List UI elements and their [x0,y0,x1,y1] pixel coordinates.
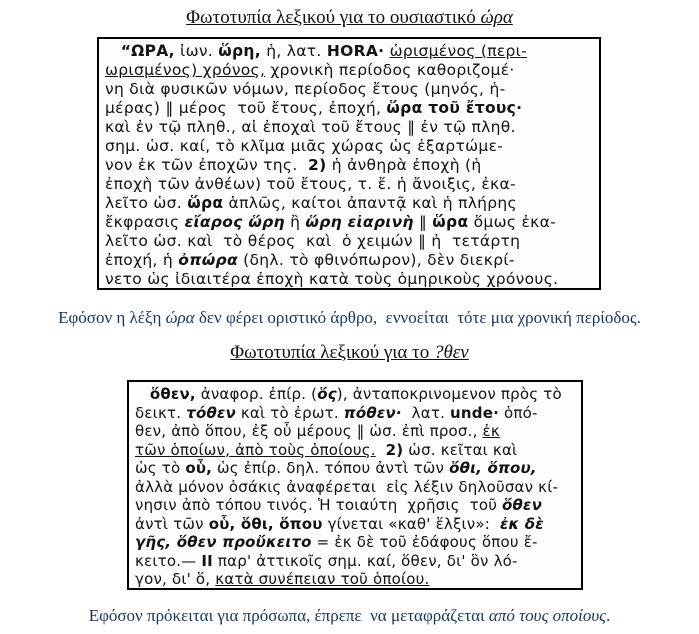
page-title-hora [186,7,513,29]
text-segment: ἐποχὴ τῶν ἀνθέων) τοῦ ἔτους, τ. ἔ. ἡ ἄνοιξις, ἐκα- [105,175,516,193]
text-segment: ἡ ἀνθηρὰ ἐποχὴ (ἡ [326,156,482,174]
text-segment: λεῖτο ὡσ. [105,194,188,212]
text-segment: unde· [450,403,499,422]
dictionary-line [105,156,594,175]
text-segment: δεικτ. [135,403,187,422]
text-segment [135,385,150,403]
text-segment: ὡς τὸ [135,459,186,477]
dictionary-line [135,496,577,515]
text-segment: ἐκ δὲ [499,514,544,533]
dictionary-line [105,175,594,194]
dictionary-scan-othen [127,380,583,590]
text-segment: ἐκ [482,422,500,440]
dictionary-line [135,478,577,497]
text-segment: = ἐκ δὲ τοῦ ἐδάφους ὅπου ἔ- [311,533,538,551]
text-segment [376,441,386,459]
dictionary-line [135,459,577,478]
dictionary-line [105,61,594,80]
text-segment: ἀλλὰ μόνον ὁσάκις ἀναφέρεται εἰς λέξιν δηλοῦσαν κί- [135,477,559,496]
text-segment: παρ' ἀττικοῖς σημ. καί, ὅθεν, δι' ὃν λό- [212,551,518,570]
text-segment: ἐποχή, ἡ [105,251,179,269]
text-segment: ὥρη εἰαρινὴ [305,213,414,231]
dictionary-line [105,251,594,270]
text-segment: ὡς ἐπίρ. δηλ. τόπου ἀντὶ τῶν [212,459,450,477]
text-segment: ὥρα [432,213,469,231]
text-segment: ώρα [480,7,513,28]
text-segment: γῆς, ὅθεν προὔκειτο [135,533,312,551]
text-segment: θεν, ἀπὸ ὅπου, ἐξ οὗ μέρους ‖ ὡσ. ἐπὶ προσ., [135,422,483,440]
text-segment: ἀντὶ τῶν [135,514,209,533]
text-segment: Εφόσον η λέξη [58,308,166,327]
text-segment: νετο ὡς ἰδιαιτέρα ἐποχὴ κατὰ τοὺς ὁμηρικοὺς χρόνους. [105,270,559,288]
text-segment: λεῖτο ὡσ. καὶ τὸ θέρος καὶ ὁ χειμών ‖ ἡ τετάρτη [105,232,521,250]
text-segment: ), ἀνταποκρινομενον πρὸς τὸ [336,385,562,403]
text-segment: νον ἐκ τῶν ἐποχῶν της. [105,156,309,174]
text-segment: γίνεται «καθ' ἕλξιν»: [322,514,500,533]
text-segment: ώρα [165,308,195,327]
text-segment: ἢ [284,213,306,231]
text-segment: Εφόσον πρόκειται για πρόσωπα, έπρεπε να μεταφράζεται [88,606,489,625]
dictionary-line [105,194,594,213]
dictionary-line [105,118,594,137]
dictionary-line [105,80,594,99]
text-segment: ἀναφορ. ἐπίρ. ( [195,385,318,403]
text-segment: ὅς [317,385,337,403]
caption-hora-note [0,307,699,329]
text-segment: οὗ, [185,459,213,477]
text-segment: ΙΙ [201,551,213,570]
page-title-othen [230,342,468,364]
title-row-othen [0,342,699,364]
dictionary-line [105,270,594,289]
text-segment: κειτο.— [135,551,202,570]
dictionary-line [105,232,594,251]
text-segment: (δηλ. τὸ φθινόπωρον), δὲν διεκρί- [237,251,515,269]
text-segment: σημ. ὡσ. καί, τὸ κλῖμα μιᾶς χώρας ὡς ἐξαρτώμε- [105,137,504,155]
dictionary-line [105,137,594,156]
text-segment: 2) [385,440,404,459]
dictionary-line [135,385,577,404]
text-segment: ἰων. [174,42,219,60]
text-segment: ὁπό- [499,403,538,422]
dictionary-line [105,42,594,61]
text-segment: μέρας) ‖ μέρος τοῦ ἔτους, ἐποχή, [105,99,387,117]
text-segment: δεν φέρει οριστικό άρθρο, εννοείται τότε μια χρονική περίοδος. [194,308,641,327]
text-segment: “ΩΡΑ, [120,42,175,60]
dictionary-line [135,422,577,441]
text-segment: ὥρη, [218,42,261,60]
dictionary-line [135,441,577,460]
text-segment: ὥρα τοῦ ἔτους· [386,99,523,117]
text-segment: ὅθεν [502,496,543,514]
text-segment: ωρισμένος) χρόνος, [105,61,266,79]
text-segment: . [606,606,611,625]
text-segment: ‖ [413,213,433,231]
title-row-hora [0,7,699,29]
text-segment: ?θεν [433,342,469,363]
text-segment: χρονικὴ περίοδος καθοριζομέ· [265,61,515,79]
text-segment: ὡρισμένος (περι- [389,42,528,60]
text-segment: πόθεν· [343,403,402,422]
text-segment: γον, δι' ὅ, [135,570,216,588]
text-segment: λατ. [401,403,451,422]
text-segment: Φωτοτυπία λεξικού για το [230,342,434,363]
text-segment: ὥρα [187,194,224,212]
text-segment: 2) [308,156,327,174]
dictionary-line [105,99,594,118]
text-segment: νη διὰ φυσικῶν νόμων, περίοδος ἔτους (μηνός, ἡ- [105,80,506,98]
dictionary-line [135,515,577,534]
text-segment: κατὰ συνέπειαν τοῦ ὁποίου. [215,570,430,588]
text-segment: ὡσ. κεῖται καὶ [403,440,518,459]
text-segment: νησιν ἀπὸ τόπου τινός. Ἡ τοιαύτη χρῆσις τοῦ [135,496,503,514]
text-segment: καὶ τὸ ἐρωτ. [235,403,344,422]
text-segment: ὀπώρα [178,251,238,269]
text-segment: τῶν ὁποίων, ἀπὸ τοὺς ὁποίους. [135,440,376,459]
text-segment: τόθεν [186,403,236,422]
dictionary-line [135,552,577,571]
text-segment: από τους οποίους [488,606,607,625]
text-segment: εἴαρος ὥρη [184,213,285,231]
text-segment: ἔκφρασις [105,213,185,231]
text-segment: HORA· [326,42,385,60]
text-segment: Φωτοτυπία λεξικού για το ουσιαστικό [186,7,481,28]
dictionary-line [135,533,577,552]
text-segment: ὅμως ἐκα- [468,213,557,231]
text-segment: καὶ ἐν τῷ πληθ., αἱ ἐποχαὶ τοῦ ἔτους ‖ ἐν τῷ πληθ. [105,118,516,136]
text-segment: ἁπλῶς, καίτοι ἀπαντᾷ καὶ ἡ πλήρης [223,194,517,212]
text-segment: ὅθι, ὅπου, [449,459,537,477]
dictionary-line [105,213,594,232]
dictionary-line [135,570,577,589]
text-segment: οὗ, ὅθι, ὅπου [208,514,323,533]
text-segment: ὅθεν, [149,385,196,403]
dictionary-scan-hora [97,37,601,290]
text-segment: ἡ, λατ. [260,42,327,60]
dictionary-line [135,404,577,423]
caption-othen-note [0,605,699,627]
text-segment [105,42,121,60]
